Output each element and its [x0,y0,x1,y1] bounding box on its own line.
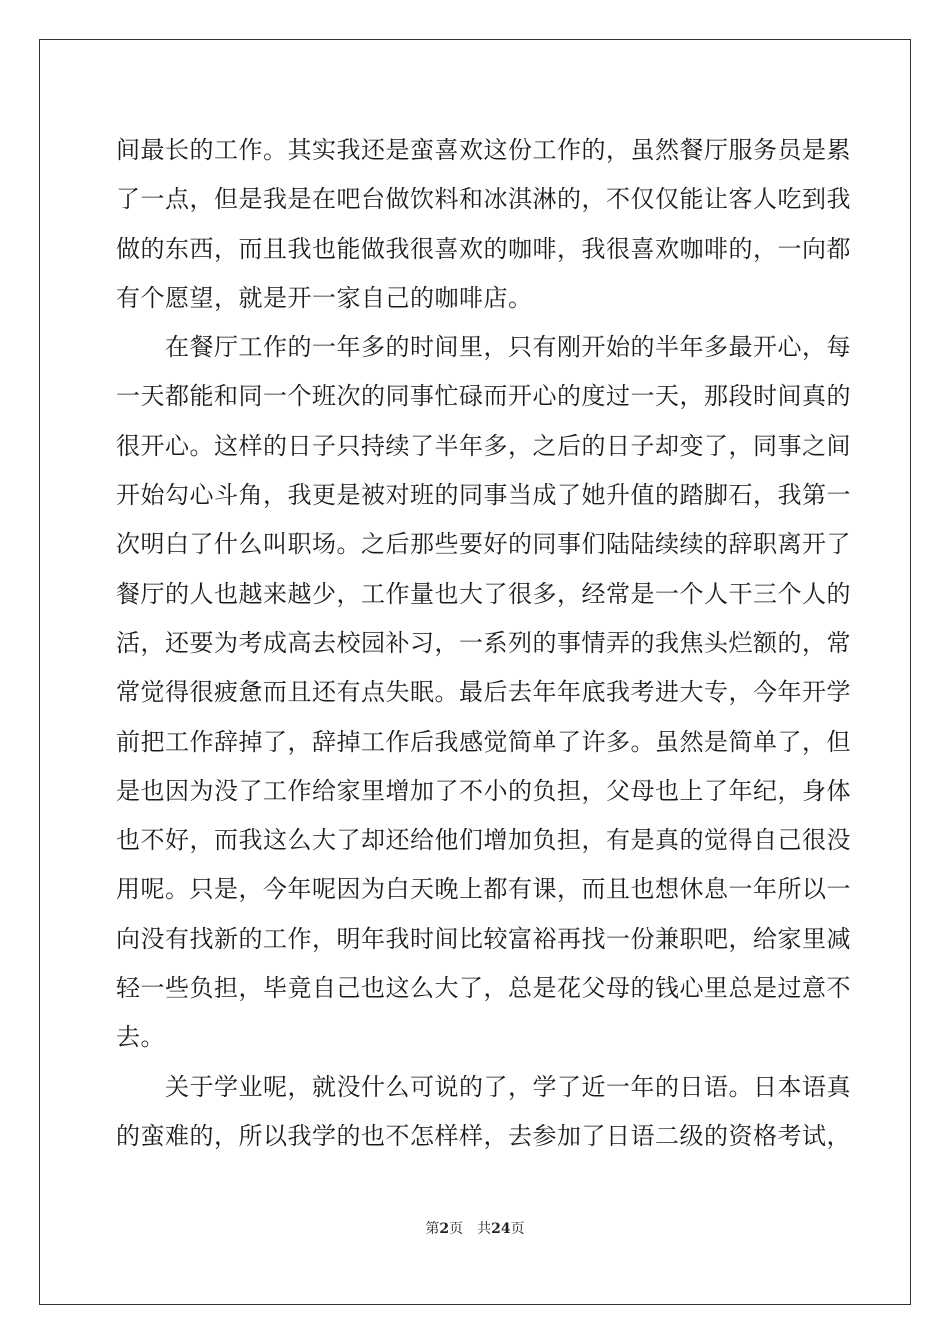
text-line: 轻一些负担，毕竟自己也这么大了，总是花父母的钱心里总是过意不 [116,974,851,1003]
total-prefix: 共 [477,1221,492,1237]
text-line: 用呢。只是，今年呢因为白天晚上都有课，而且也想休息一年所以一 [116,875,851,904]
text-line: 的蛮难的，所以我学的也不怎样样，去参加了日语二级的资格考试， [116,1121,851,1150]
text-line: 间最长的工作。其实我还是蛮喜欢这份工作的，虽然餐厅服务员是累 [116,136,851,164]
text-line: 常觉得很疲惫而且还有点失眠。最后去年年底我考进大专，今年开学 [116,678,851,707]
text-line: 有个愿望，就是开一家自己的咖啡店。 [116,283,533,312]
text-line: 前把工作辞掉了，辞掉工作后我感觉简单了许多。虽然是简单了，但 [116,727,851,756]
text-line: 活，还要为考成高去校园补习，一系列的事情弄的我焦头烂额的，常 [116,628,851,657]
text-line: 去。 [116,1023,165,1052]
text-line: 一天都能和同一个班次的同事忙碌而开心的度过一天，那段时间真的 [116,382,851,411]
page-prefix: 第 [425,1221,440,1237]
text-line: 是也因为没了工作给家里增加了不小的负担，父母也上了年纪，身体 [116,776,851,805]
text-line: 关于学业呢，就没什么可说的了，学了近一年的日语。日本语真 [116,1072,851,1101]
total-pages: 24 [491,1221,511,1237]
text-line: 餐厅的人也越来越少，工作量也大了很多，经常是一个人干三个人的 [116,579,851,608]
text-line: 次明白了什么叫职场。之后那些要好的同事们陆陆续续的辞职离开了 [116,530,851,559]
paragraph-block [116,126,851,1161]
total-suffix: 页 [510,1221,525,1237]
text-line: 在餐厅工作的一年多的时间里，只有刚开始的半年多最开心，每 [116,333,851,362]
page-footer [0,1219,950,1239]
text-line: 也不好，而我这么大了却还给他们增加负担，有是真的觉得自己很没 [116,826,851,855]
text-line: 很开心。这样的日子只持续了半年多，之后的日子却变了，同事之间 [116,431,851,460]
document-body [116,126,851,1161]
text-line: 开始勾心斗角，我更是被对班的同事当成了她升值的踏脚石，我第一 [116,481,851,510]
text-line: 了一点，但是我是在吧台做饮料和冰淇淋的，不仅仅能让客人吃到我 [116,185,851,214]
text-line: 向没有找新的工作，明年我时间比较富裕再找一份兼职吧，给家里减 [116,924,851,953]
page-suffix: 页 [449,1221,464,1237]
text-line: 做的东西，而且我也能做我很喜欢的咖啡，我很喜欢咖啡的，一向都 [116,234,851,263]
page-number: 2 [439,1221,450,1237]
